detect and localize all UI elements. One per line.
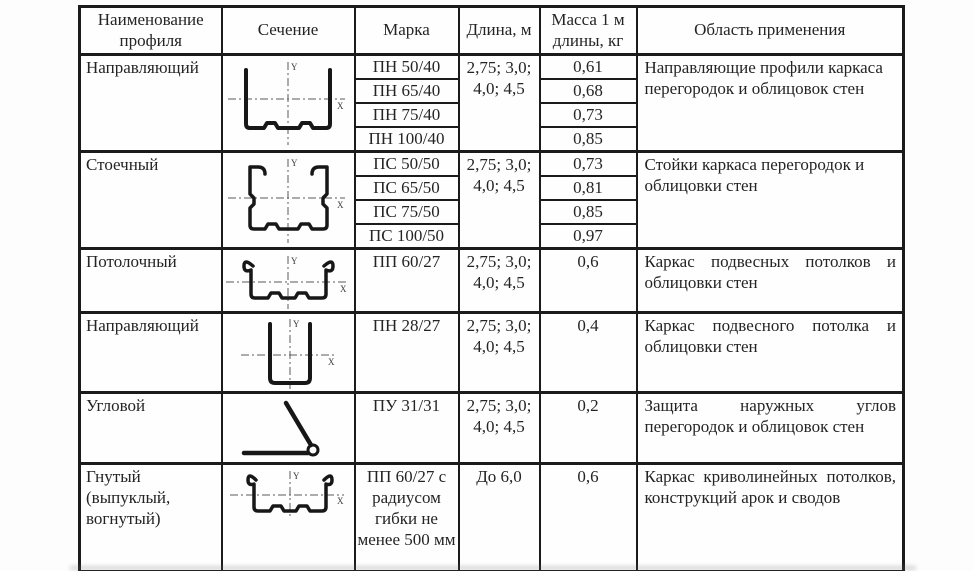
length-cell: 2,75; 3,0; 4,0; 4,5 [459, 152, 540, 249]
profiles-table [78, 5, 905, 571]
axis-x-label: X [337, 200, 344, 211]
profile-name: Потолочный [80, 249, 222, 313]
header-mark: Марка [355, 7, 459, 55]
application-cell: Стойки каркаса перегородок и облицовки стен [637, 152, 904, 249]
bent-channel-section-icon [226, 469, 350, 523]
mass-cell: 0,73 [540, 152, 637, 177]
axis-y-label: Y [293, 319, 300, 330]
mark-cell: ПН 28/27 [355, 313, 459, 393]
mark-cell: ПП 60/27 [355, 249, 459, 313]
mass-cell: 0,4 [540, 313, 637, 393]
application-cell: Каркас криволинейных потолков, конструкций арок и сводов [637, 464, 904, 571]
guide-u-channel-section-icon [223, 60, 353, 150]
length-cell: 2,75; 3,0; 4,0; 4,5 [459, 393, 540, 464]
length-cell: 2,75; 3,0; 4,0; 4,5 [459, 249, 540, 313]
header-profile-name: Наименование профиля [80, 7, 222, 55]
length-cell: 2,75; 3,0; 4,0; 4,5 [459, 313, 540, 393]
mark-cell: ПН 100/40 [355, 127, 459, 152]
axis-y-label: Y [293, 471, 300, 482]
mark-cell: ПП 60/27 с радиусом гибки не менее 500 мм [355, 464, 459, 571]
mark-cell: ПС 50/50 [355, 152, 459, 177]
mass-cell: 0,6 [540, 464, 637, 571]
stud-c-channel-section-icon [223, 157, 353, 247]
mass-cell: 0,2 [540, 393, 637, 464]
mass-cell: 0,81 [540, 176, 637, 200]
section-cell [222, 393, 355, 464]
table-row [80, 55, 904, 80]
mass-cell: 0,85 [540, 200, 637, 224]
corner-angle-section-icon [228, 398, 348, 462]
mark-cell: ПС 65/50 [355, 176, 459, 200]
header-section: Сечение [222, 7, 355, 55]
section-cell [222, 249, 355, 313]
section-cell [222, 464, 355, 571]
axis-x-label: X [337, 101, 344, 112]
axis-y-label: Y [291, 256, 298, 267]
scan-artifact [70, 566, 916, 570]
profile-name: Направляющий [80, 55, 222, 152]
application-cell: Защита наружных углов перегородок и облицовок стен [637, 393, 904, 464]
header-row [80, 7, 904, 55]
mark-cell: ПС 100/50 [355, 224, 459, 249]
length-cell: До 6,0 [459, 464, 540, 571]
mass-cell: 0,6 [540, 249, 637, 313]
table-row [80, 152, 904, 177]
length-cell: 2,75; 3,0; 4,0; 4,5 [459, 55, 540, 152]
profile-name: Угловой [80, 393, 222, 464]
section-cell [222, 152, 355, 249]
header-mass: Масса 1 м длины, кг [540, 7, 637, 55]
application-cell: Каркас подвесного потолка и облицовки стен [637, 313, 904, 393]
table-row [80, 249, 904, 313]
axis-y-label: Y [291, 62, 298, 73]
axis-y-label: Y [291, 158, 298, 169]
profile-name: Стоечный [80, 152, 222, 249]
mark-cell: ПН 65/40 [355, 79, 459, 103]
profile-name: Гнутый (выпуклый, вогнутый) [80, 464, 222, 571]
mark-cell: ПУ 31/31 [355, 393, 459, 464]
axis-x-label: X [340, 284, 347, 295]
mark-cell: ПС 75/50 [355, 200, 459, 224]
axis-x-label: X [337, 496, 344, 507]
header-application: Область применения [637, 7, 904, 55]
application-cell: Направляющие профили каркаса перегородок и облицовок стен [637, 55, 904, 152]
mass-cell: 0,73 [540, 103, 637, 127]
mass-cell: 0,97 [540, 224, 637, 249]
mark-cell: ПН 50/40 [355, 55, 459, 80]
table-row [80, 393, 904, 464]
application-cell: Каркас подвесных потолков и облицовки стен [637, 249, 904, 313]
narrow-guide-channel-section-icon [223, 318, 353, 391]
profile-name: Направляющий [80, 313, 222, 393]
mark-cell: ПН 75/40 [355, 103, 459, 127]
table-row [80, 464, 904, 571]
ceiling-channel-section-icon [223, 254, 353, 311]
axis-x-label: X [328, 357, 335, 368]
section-cell [222, 55, 355, 152]
mass-cell: 0,68 [540, 79, 637, 103]
section-cell [222, 313, 355, 393]
table-row [80, 313, 904, 393]
mass-cell: 0,85 [540, 127, 637, 152]
header-length: Длина, м [459, 7, 540, 55]
mass-cell: 0,61 [540, 55, 637, 80]
